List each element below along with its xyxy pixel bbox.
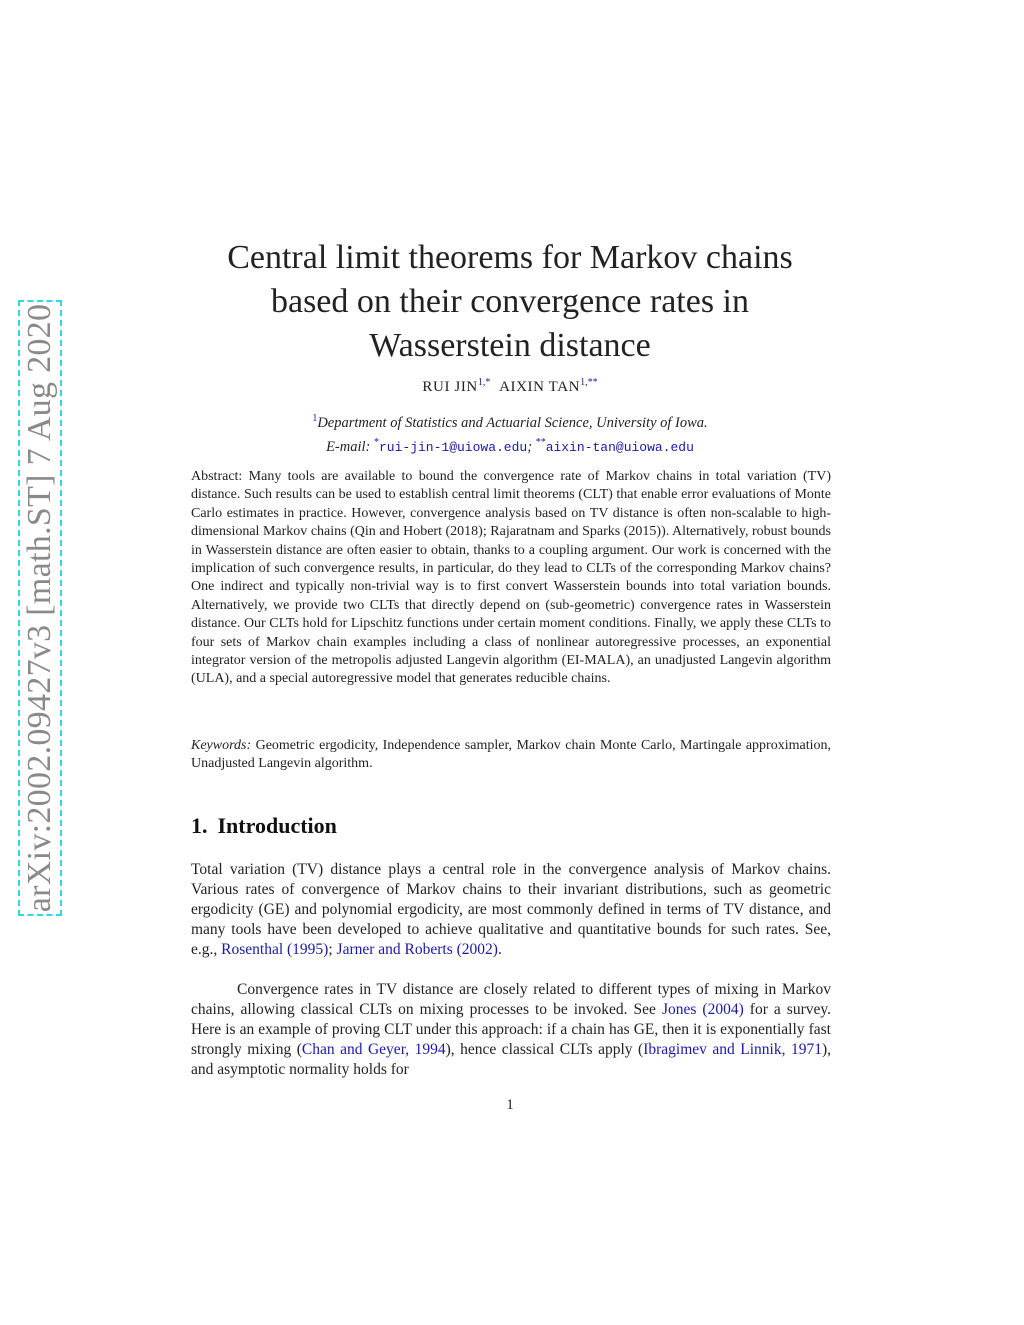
paragraph-text: ), hence classical CLTs apply ( [445,1041,644,1058]
paragraph-text: Convergence rates in TV distance are closely related to different types of mixing in Markov chains, allowing classical CLTs on mixing processes to be invoked. See [191,981,831,1018]
section-number: 1. [191,813,208,838]
affiliation-line [190,409,830,433]
title-line: Wasserstein distance [369,327,651,364]
citation-link-jones[interactable]: Jones (2004) [661,1001,744,1018]
email-line [190,433,830,457]
author-name: RUI JIN [422,379,478,395]
paper-title [190,236,830,368]
paragraph-text: for a survey. Here is an example of proving CLT under this approach: if a chain has GE, then it is exponentially fast strongly mixing ( [191,1001,831,1058]
author-mark: 1,* [477,377,491,388]
email-link-aixin-tan[interactable]: aixin-tan@uiowa.edu [545,439,694,455]
page-number: 1 [506,1097,514,1113]
keywords-text: Geometric ergodicity, Independence sampler, Markov chain Monte Carlo, Martingale approximation, Unadjusted Langevin algorithm. [191,738,831,772]
citation-link-rosenthal[interactable]: Rosenthal (1995) [221,941,329,958]
email-separator: ; [527,438,533,455]
intro-paragraph-2 [191,980,831,1080]
intro-paragraph-1 [191,860,831,960]
email-mark: ** [535,436,546,448]
citation-link-jarner-roberts[interactable]: Jarner and Roberts (2002) [336,941,498,958]
author-mark: 1,** [580,377,598,388]
keywords [191,737,831,774]
paragraph-text: . [497,941,502,958]
arxiv-identifier: arXiv:2002.09427v3 [math.ST] 7 Aug 2020 [21,303,58,913]
title-line: based on their convergence rates in [270,283,749,320]
author-name: AIXIN TAN [499,379,581,395]
keywords-label: Keywords: [191,738,252,753]
paragraph-text: Total variation (TV) distance plays a central role in the convergence analysis of Markov chains. Various rates of convergence of Markov chains to their invariant distributions, such as geometric ergodicity (GE) and polynomial ergodicity, are most commonly defined in terms of TV distance, and many tools have been developed to achieve qualitative and quantitative bounds for such rates. See, e.g., [191,861,831,958]
citation-link-chan-geyer[interactable]: Chan and Geyer, 1994 [301,1041,446,1058]
arxiv-stamp [18,300,62,916]
email-label: E-mail: [326,438,371,455]
section-title: Introduction [217,813,337,838]
affiliation-mark: 1 [312,413,318,424]
paragraph-text: ), and asymptotic normality holds for [191,1041,832,1078]
affiliation-block [190,409,830,457]
author-list [190,377,830,396]
email-mark: * [373,436,379,448]
email-link-rui-jin[interactable]: rui-jin-1@uiowa.edu [378,439,528,455]
abstract: Abstract: Many tools are available to bound the convergence rate of Markov chains in total variation (TV) distance. Such results can be used to establish central limit theorems (CLT) that enable error evaluations of Monte Carlo estimates in practice. However, convergence analysis based on TV distance is often non-scalable to high-dimensional Markov chains (Qin and Hobert (2018); Rajaratnam and Sparks (2015)). Alternatively, robust bounds in Wasserstein distance are often easier to obtain, thanks to a coupling argument. Our work is concerned with the implication of such convergence results, in particular, do they lead to CLTs of the corresponding Markov chains? One indirect and typically non-trivial way is to first convert Wasserstein bounds into total variation bounds. Alternatively, we provide two CLTs that directly depend on (sub-geometric) convergence rates in Wasserstein distance. Our CLTs hold for Lipschitz functions under certain moment conditions. Finally, we apply these CLTs to four sets of Markov chain examples including a class of nonlinear autoregressive processes, an exponential integrator version of the metropolis adjusted Langevin algorithm (EI-MALA), an unadjusted Langevin algorithm (ULA), and a special autoregressive model that generates reducible chains. [191,469,831,687]
section-heading-introduction [191,813,337,839]
citation-link-ibragimev-linnik[interactable]: Ibragimev and Linnik, 1971 [643,1041,822,1058]
paragraph-text: ; [328,941,337,958]
title-line: Central limit theorems for Markov chains [227,239,793,276]
affiliation-text: Department of Statistics and Actuarial Science, University of Iowa. [317,414,708,431]
